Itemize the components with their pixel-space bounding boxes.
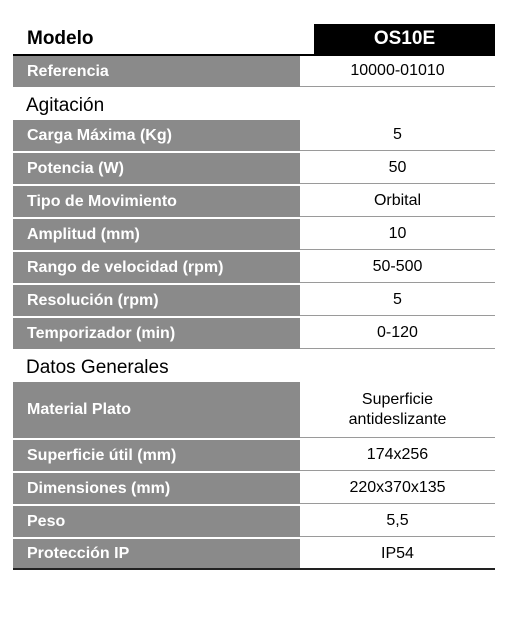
reference-label: Referencia (13, 56, 300, 87)
spec-label: Dimensiones (mm) (13, 473, 300, 504)
spec-label: Rango de velocidad (rpm) (13, 252, 300, 283)
spec-value: 5,5 (300, 506, 495, 537)
spec-label: Protección IP (13, 539, 300, 570)
spec-value: 50-500 (300, 252, 495, 283)
spec-row-carga-maxima (13, 120, 495, 153)
spec-value: 220x370x135 (300, 473, 495, 504)
spec-value: 5 (300, 120, 495, 151)
spec-row-potencia (13, 153, 495, 186)
reference-value: 10000-01010 (300, 56, 495, 87)
spec-value-text: Superficie antideslizante (348, 390, 447, 428)
spec-row-peso (13, 506, 495, 539)
spec-row-dimensiones (13, 473, 495, 506)
spec-label: Tipo de Movimiento (13, 186, 300, 217)
model-value: OS10E (314, 24, 495, 54)
spec-row-rango-velocidad (13, 252, 495, 285)
spec-sheet (13, 24, 495, 572)
section-title-agitacion: Agitación (26, 95, 105, 116)
spec-row-superficie-util (13, 440, 495, 473)
spec-label: Amplitud (mm) (13, 219, 300, 250)
spec-label: Carga Máxima (Kg) (13, 120, 300, 151)
spec-label: Material Plato (13, 382, 300, 438)
model-header-row (13, 24, 495, 56)
reference-row (13, 56, 495, 89)
section-title-datos-generales: Datos Generales (26, 357, 169, 378)
spec-row-amplitud (13, 219, 495, 252)
spec-value (300, 382, 495, 438)
spec-value: 0-120 (300, 318, 495, 349)
spec-value: IP54 (300, 539, 495, 570)
model-label: Modelo (13, 24, 314, 54)
spec-value: Orbital (300, 186, 495, 217)
spec-label: Temporizador (min) (13, 318, 300, 349)
spec-label: Potencia (W) (13, 153, 300, 184)
spec-row-tipo-movimiento (13, 186, 495, 219)
spec-row-proteccion-ip (13, 539, 495, 572)
spec-value: 5 (300, 285, 495, 316)
spec-row-material-plato (13, 382, 495, 440)
spec-value: 10 (300, 219, 495, 250)
spec-value: 174x256 (300, 440, 495, 471)
spec-label: Resolución (rpm) (13, 285, 300, 316)
spec-row-temporizador (13, 318, 495, 351)
spec-row-resolucion (13, 285, 495, 318)
spec-label: Peso (13, 506, 300, 537)
spec-value: 50 (300, 153, 495, 184)
spec-label: Superficie útil (mm) (13, 440, 300, 471)
